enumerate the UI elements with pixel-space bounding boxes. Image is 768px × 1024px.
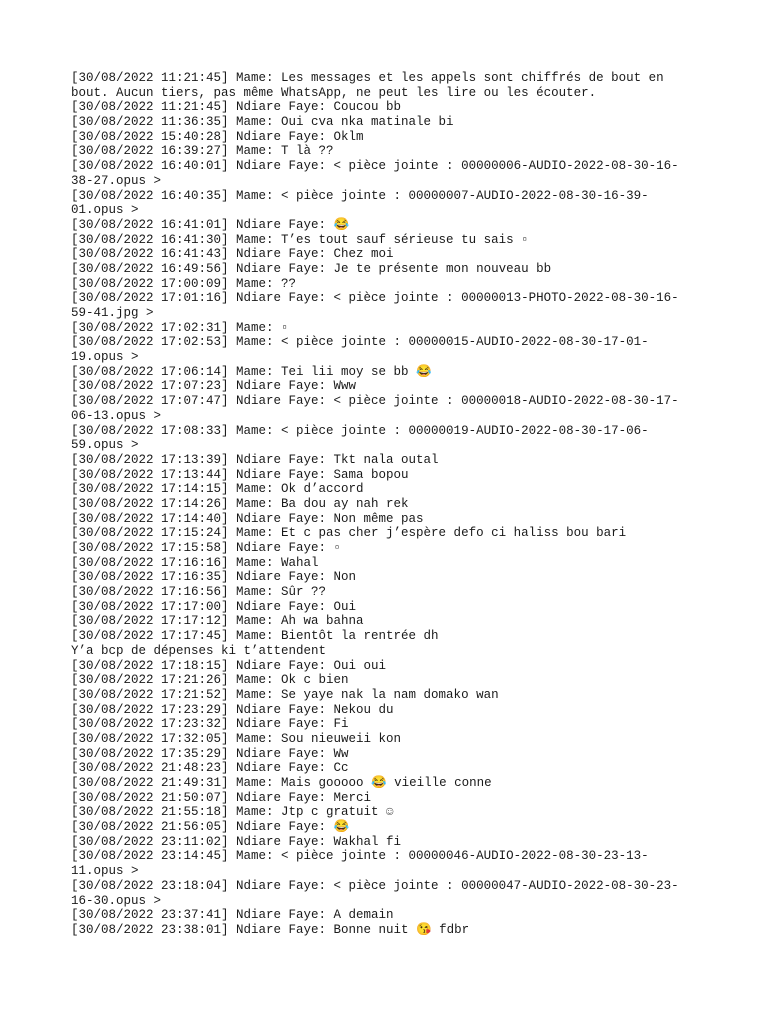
transcript-line: [30/08/2022 17:13:44] Ndiare Faye: Sama bopou — [71, 467, 409, 482]
transcript-line: 59-41.jpg > — [71, 306, 154, 320]
transcript-line: Y’a bcp de dépenses ki t’attendent — [71, 643, 327, 658]
transcript-line: [30/08/2022 16:40:01] Ndiare Faye: < pièce jointe : 00000006-AUDIO-2022-08-30-16- — [71, 159, 679, 174]
transcript-line: [30/08/2022 17:02:53] Mame: < pièce jointe : 00000015-AUDIO-2022-08-30-17-01- — [71, 335, 649, 350]
transcript-line: [30/08/2022 11:21:45] Ndiare Faye: Coucou bb — [71, 100, 402, 115]
transcript-line: [30/08/2022 17:32:05] Mame: Sou nieuweii kon — [71, 731, 402, 746]
transcript-line: [30/08/2022 17:18:15] Ndiare Faye: Oui oui — [71, 658, 387, 673]
transcript-line: [30/08/2022 17:14:26] Mame: Ba dou ay nah rek — [71, 496, 409, 511]
transcript-line: [30/08/2022 23:14:45] Mame: < pièce jointe : 00000046-AUDIO-2022-08-30-23-13- — [71, 849, 649, 864]
transcript-line: 06-13.opus > — [71, 408, 162, 423]
transcript-line: [30/08/2022 15:40:28] Ndiare Faye: Oklm — [71, 129, 364, 144]
transcript-line: [30/08/2022 23:11:02] Ndiare Faye: Wakhal fi — [71, 834, 402, 849]
transcript-line: [30/08/2022 17:16:16] Mame: Wahal — [71, 555, 319, 570]
transcript-line: 38-27.opus > — [71, 173, 162, 188]
transcript-line: [30/08/2022 17:02:31] Mame: ▫ — [71, 320, 289, 335]
transcript-line: 19.opus > — [71, 350, 139, 365]
transcript-line: [30/08/2022 17:17:45] Mame: Bientôt la rentrée dh — [71, 629, 439, 644]
transcript-line: 16-30.opus > — [71, 893, 162, 908]
transcript-line: 59.opus > — [71, 438, 139, 453]
transcript-line: [30/08/2022 23:37:41] Ndiare Faye: A demain — [71, 908, 394, 923]
transcript-line: [30/08/2022 17:35:29] Ndiare Faye: Ww — [71, 746, 349, 761]
transcript-line: [30/08/2022 21:56:05] Ndiare Faye: 😂 — [71, 820, 350, 835]
transcript-line: [30/08/2022 11:36:35] Mame: Oui cva nka matinale bi — [71, 115, 454, 130]
transcript-line: bout. Aucun tiers, pas même WhatsApp, ne peut les lire ou les écouter. — [71, 85, 597, 100]
transcript-line: [30/08/2022 17:06:14] Mame: Tei lii moy se bb 😂 — [71, 364, 432, 379]
transcript-line: [30/08/2022 16:41:01] Ndiare Faye: 😂 — [71, 217, 350, 232]
transcript-line: 11.opus > — [71, 864, 139, 879]
transcript-line: [30/08/2022 16:49:56] Ndiare Faye: Je te présente mon nouveau bb — [71, 261, 552, 276]
transcript-line: [30/08/2022 23:18:04] Ndiare Faye: < pièce jointe : 00000047-AUDIO-2022-08-30-23- — [71, 878, 679, 893]
transcript-line: [30/08/2022 21:50:07] Ndiare Faye: Merci — [71, 790, 372, 805]
transcript-line: [30/08/2022 23:38:01] Ndiare Faye: Bonne nuit 😘 fdbr — [71, 922, 470, 937]
transcript-line: [30/08/2022 17:16:56] Mame: Sûr ?? — [71, 585, 327, 600]
transcript-line: [30/08/2022 21:48:23] Ndiare Faye: Cc — [71, 761, 349, 776]
transcript-line: [30/08/2022 17:16:35] Ndiare Faye: Non — [71, 570, 357, 585]
transcript-line: [30/08/2022 17:07:23] Ndiare Faye: Www — [71, 379, 357, 394]
transcript-line: [30/08/2022 11:21:45] Mame: Les messages et les appels sont chiffrés de bout en — [71, 71, 664, 85]
transcript-line: [30/08/2022 17:14:15] Mame: Ok d’accord — [71, 482, 364, 497]
transcript-line: [30/08/2022 17:21:26] Mame: Ok c bien — [71, 673, 349, 688]
transcript-line: [30/08/2022 21:55:18] Mame: Jtp c gratuit ☺ — [71, 805, 394, 820]
transcript-line: [30/08/2022 17:23:32] Ndiare Faye: Fi — [71, 717, 349, 732]
transcript-line: [30/08/2022 17:07:47] Ndiare Faye: < pièce jointe : 00000018-AUDIO-2022-08-30-17- — [71, 394, 679, 409]
transcript-line: [30/08/2022 16:41:43] Ndiare Faye: Chez moi — [71, 247, 394, 262]
transcript-line: [30/08/2022 17:23:29] Ndiare Faye: Nekou du — [71, 702, 394, 717]
transcript-line: [30/08/2022 17:01:16] Ndiare Faye: < pièce jointe : 00000013-PHOTO-2022-08-30-16- — [71, 291, 679, 306]
transcript-line: [30/08/2022 21:49:31] Mame: Mais gooooo 😂 vieille conne — [71, 776, 492, 790]
chat-transcript-page — [71, 71, 711, 938]
transcript-line: [30/08/2022 17:21:52] Mame: Se yaye nak la nam domako wan — [71, 687, 499, 702]
transcript-line: [30/08/2022 17:00:09] Mame: ?? — [71, 276, 297, 291]
transcript-line: [30/08/2022 17:13:39] Ndiare Faye: Tkt nala outal — [71, 452, 439, 467]
transcript-line: [30/08/2022 17:14:40] Ndiare Faye: Non même pas — [71, 511, 424, 526]
transcript-line: [30/08/2022 16:40:35] Mame: < pièce jointe : 00000007-AUDIO-2022-08-30-16-39- — [71, 188, 649, 203]
transcript-line: [30/08/2022 17:17:12] Mame: Ah wa bahna — [71, 614, 364, 629]
transcript-line: [30/08/2022 17:17:00] Ndiare Faye: Oui — [71, 599, 357, 614]
transcript-line: 01.opus > — [71, 203, 139, 218]
transcript-line: [30/08/2022 16:39:27] Mame: T là ?? — [71, 144, 334, 159]
transcript-line: [30/08/2022 17:08:33] Mame: < pièce jointe : 00000019-AUDIO-2022-08-30-17-06- — [71, 423, 649, 438]
transcript-line: [30/08/2022 17:15:24] Mame: Et c pas cher j’espère defo ci haliss bou bari — [71, 526, 627, 541]
transcript-line: [30/08/2022 17:15:58] Ndiare Faye: ▫ — [71, 541, 342, 555]
transcript-line: [30/08/2022 16:41:30] Mame: T’es tout sauf sérieuse tu sais ▫ — [71, 232, 529, 247]
